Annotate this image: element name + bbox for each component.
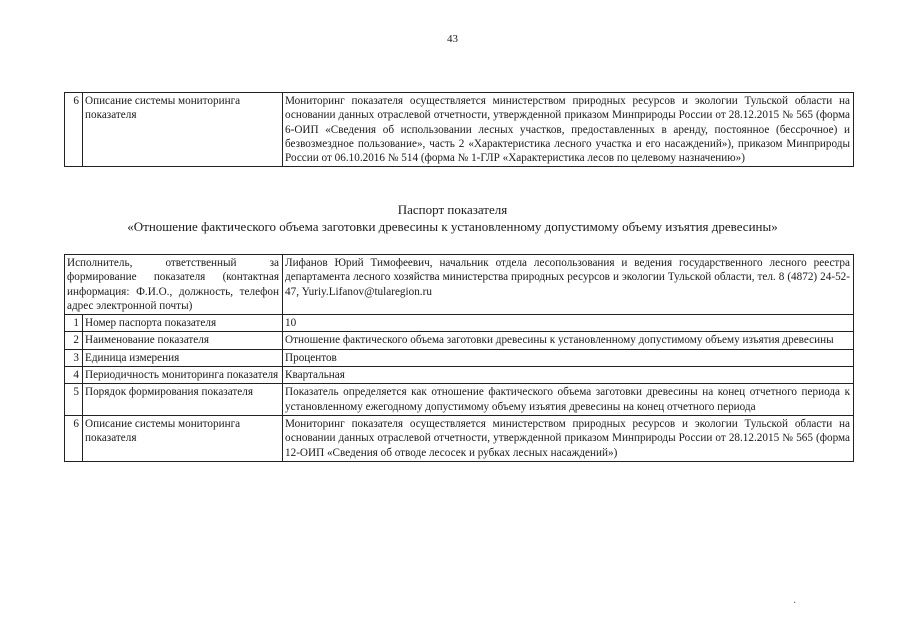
row-number: 6 bbox=[65, 415, 83, 461]
page-number: 43 bbox=[447, 33, 458, 45]
row-number: 6 bbox=[65, 93, 83, 167]
table-row bbox=[65, 367, 854, 384]
row-label: Наименование показателя bbox=[83, 332, 283, 349]
table-row bbox=[65, 93, 854, 167]
row-value: Процентов bbox=[283, 349, 854, 366]
contact-row bbox=[65, 255, 854, 315]
contact-value: Лифанов Юрий Тимофеевич, начальник отдела лесопользования и ведения государственного лесного реестра департамента лесного хозяйства министерства природных ресурсов и экологии Тульской области, тел. 8 (4872) 24-52-47, Yuriy.Lifanov@tularegion.ru bbox=[283, 255, 854, 315]
passport-subheading: «Отношение фактического объема заготовки древесины к установленному допустимому объему изъятия древесины» bbox=[127, 219, 778, 234]
table-row bbox=[65, 384, 854, 416]
table-row bbox=[65, 332, 854, 349]
monitoring-table-continued bbox=[64, 92, 854, 167]
row-value: Мониторинг показателя осуществляется министерством природных ресурсов и экологии Тульской области на основании данных отраслевой отчетности, утвержденной приказом Минприроды России от 28.12.2015 № 565 (форма 12-ОИП «Сведения об отводе лесосек и рубках лесных насаждений») bbox=[283, 415, 854, 461]
table-row bbox=[65, 415, 854, 461]
row-number: 1 bbox=[65, 315, 83, 332]
row-value: 10 bbox=[283, 315, 854, 332]
contact-label: Исполнитель, ответственный за формирование показателя (контактная информация: Ф.И.О., должность, телефон адрес электронной почты) bbox=[65, 255, 283, 315]
row-value: Отношение фактического объема заготовки древесины к установленному допустимому объему изъятия древесины bbox=[283, 332, 854, 349]
row-number: 3 bbox=[65, 349, 83, 366]
passport-table bbox=[64, 254, 854, 462]
table-row bbox=[65, 349, 854, 366]
row-number: 5 bbox=[65, 384, 83, 416]
row-value: Показатель определяется как отношение фактического объема заготовки древесины на конец отчетного периода к установленному ежегодному допустимому объему изъятия древесины на конец отчетного периода bbox=[283, 384, 854, 416]
row-label: Периодичность мониторинга показателя bbox=[83, 367, 283, 384]
row-value: Квартальная bbox=[283, 367, 854, 384]
row-value: Мониторинг показателя осуществляется министерством природных ресурсов и экологии Тульской области на основании данных отраслевой отчетности, утвержденной приказом Минприроды России от 28.12.2015 № 565 (форма 6-ОИП «Сведения об использовании лесных участков, предоставленных в аренду, постоянное (бессрочное) и безвозмездное пользование», часть 2 «Характеристика лесного участка и его насаждений»), приказом Минприроды России от 06.10.2016 № 514 (форма № 1-ГЛР «Характеристика лесов по целевому назначению») bbox=[283, 93, 854, 167]
row-label: Описание системы мониторинга показателя bbox=[83, 415, 283, 461]
row-label: Описание системы мониторинга показателя bbox=[83, 93, 283, 167]
row-label: Порядок формирования показателя bbox=[83, 384, 283, 416]
table-row bbox=[65, 315, 854, 332]
row-number: 2 bbox=[65, 332, 83, 349]
passport-heading: Паспорт показателя bbox=[397, 202, 508, 217]
scan-speck: · bbox=[793, 598, 797, 609]
passport-title-block bbox=[0, 201, 905, 235]
row-label: Единица измерения bbox=[83, 349, 283, 366]
row-number: 4 bbox=[65, 367, 83, 384]
row-label: Номер паспорта показателя bbox=[83, 315, 283, 332]
